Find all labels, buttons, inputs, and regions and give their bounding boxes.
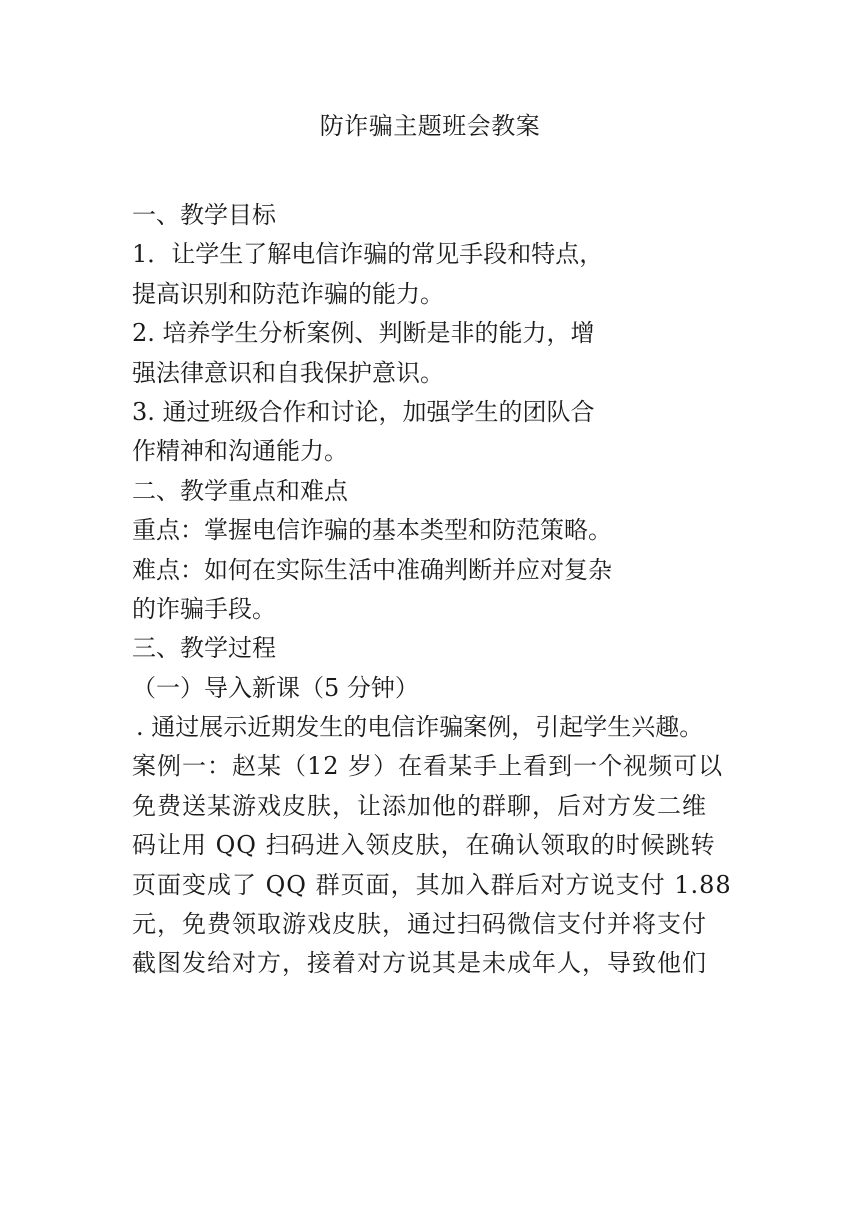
difficulty-line-2: 的诈骗手段。 [132, 594, 276, 623]
paragraph-line: 元，免费领取游戏皮肤，通过扫码微信支付并将支付 [132, 910, 707, 939]
section-heading-teaching-process: 三、教学过程 [132, 634, 276, 663]
section-heading-key-points: 二、教学重点和难点 [132, 476, 348, 505]
document-body [132, 196, 742, 984]
paragraph-line: 码让用 QQ 扫码进入领皮肤，在确认领取的时候跳转 [132, 831, 716, 860]
key-point-line: 重点：掌握电信诈骗的基本类型和防范策略。 [132, 516, 612, 545]
paragraph-line: 截图发给对方，接着对方说其是未成年人，导致他们 [132, 949, 707, 978]
paragraph-line: 免费送某游戏皮肤，让添加他的群聊，后对方发二维 [132, 791, 707, 820]
subsection-heading-introduction: （一）导入新课（5 分钟） [132, 673, 419, 702]
goal-3-line-1: 3. 通过班级合作和讨论，加强学生的团队合 [132, 397, 595, 426]
difficulty-line-1: 难点：如何在实际生活中准确判断并应对复杂 [132, 555, 612, 584]
section-heading-teaching-goals: 一、教学目标 [132, 201, 276, 229]
goal-2-line-2: 强法律意识和自我保护意识。 [132, 358, 444, 387]
goal-1-line-2: 提高识别和防范诈骗的能力。 [132, 279, 444, 308]
goal-3-line-2: 作精神和沟通能力。 [132, 437, 348, 466]
goal-2-line-1: 2. 培养学生分析案例、判断是非的能力，增 [132, 319, 595, 348]
paragraph-line: 案例一：赵某（12 岁）在看某手上看到一个视频可以 [132, 752, 724, 781]
paragraph-line: 页面变成了 QQ 群页面，其加入群后对方说支付 1.88 [132, 870, 732, 899]
paragraph-line: . 通过展示近期发生的电信诈骗案例，引起学生兴趣。 [136, 713, 704, 742]
goal-1-line-1: 1．让学生了解电信诈骗的常见手段和特点， [132, 240, 604, 269]
document-title: 防诈骗主题班会教案 [319, 112, 541, 140]
